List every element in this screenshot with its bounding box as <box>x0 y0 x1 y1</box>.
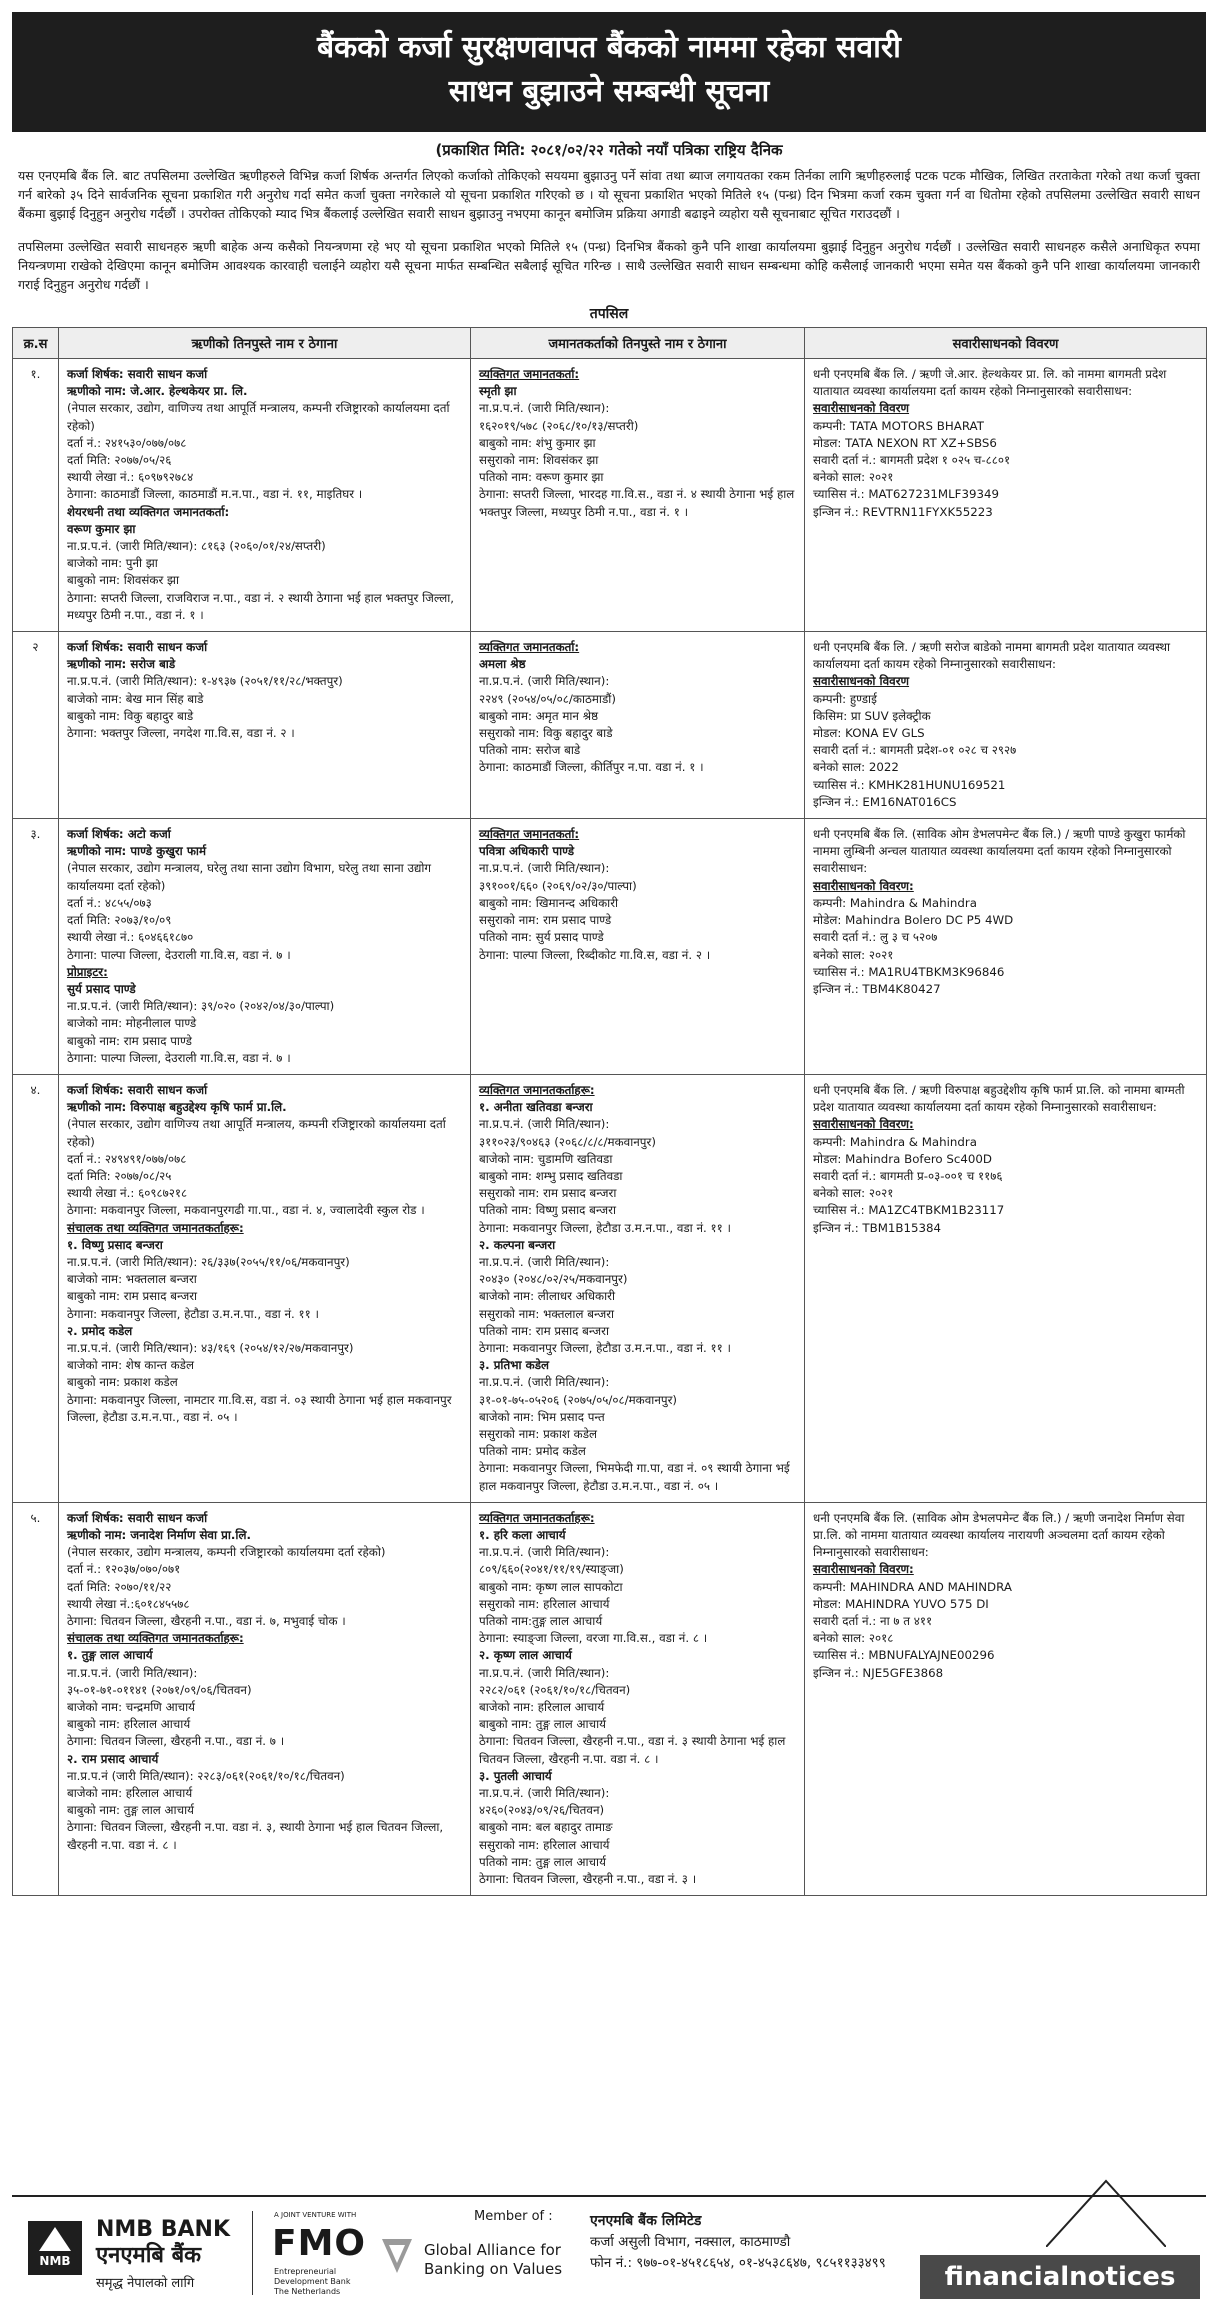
guarantor-cell <box>471 632 805 819</box>
borrower-line: कर्जा शिर्षक: सवारी साधन कर्जा <box>67 367 208 381</box>
guarantor-line: ठेगाना: मकवानपुर जिल्ला, हेटौडा उ.म.न.पा., वडा नं. ११ । <box>479 1340 732 1355</box>
borrower-line: ठेगाना: भक्तपुर जिल्ला, नगदेश गा.वि.स, वडा नं. २ । <box>67 726 295 741</box>
guarantor-line: २०४३० (२०४८/०२/२५/मकवानपुर) <box>479 1272 628 1287</box>
vehicle-line: किसिम: प्रा SUV इलेक्ट्रीक <box>813 708 931 723</box>
borrower-line: बाजेको नाम: भक्तलाल बन्जरा <box>67 1272 197 1287</box>
borrower-line: (नेपाल सरकार, उद्योग मन्त्रालय, कम्पनी रजिष्ट्रारको कार्यालयमा दर्ता रहेको) <box>67 1545 386 1560</box>
guarantor-line: व्यक्तिगत जमानतकर्ता: <box>479 367 580 381</box>
guarantor-line: ससुराको नाम: भक्तलाल बन्जरा <box>479 1306 615 1321</box>
borrower-line: बाबुको नाम: शिवसंकर झा <box>67 573 179 588</box>
serial-cell: २ <box>13 632 59 819</box>
table-row <box>13 632 1207 819</box>
borrower-line: ना.प्र.प.नं. (जारी मिति/स्थान): ८१६३ (२०६०/०१/२४/सप्तरी) <box>67 539 326 554</box>
borrower-line: ऋणीको नाम: पाण्डे कुखुरा फार्म <box>67 844 207 859</box>
guarantor-line: ना.प्र.प.नं. (जारी मिति/स्थान): <box>479 861 610 876</box>
borrower-line: ऋणीको नाम: जे.आर. हेल्थकेयर प्रा. लि. <box>67 384 248 399</box>
serial-cell: ४. <box>13 1074 59 1502</box>
guarantor-line: बाजेको नाम: चुडामणि खतिवडा <box>479 1151 613 1166</box>
guarantor-line: २. कृष्ण लाल आचार्य <box>479 1648 572 1663</box>
vehicle-line: च्यासिस नं.: MBNUFALYAJNE00296 <box>813 1648 995 1663</box>
borrower-line: २. प्रमोद कडेल <box>67 1323 133 1338</box>
vehicle-line: धनी एनएमबि बैंक लि. (साविक ओम डेभलपमेन्ट बैंक लि.) / ऋणी जनादेश निर्माण सेवा प्रा.लि. को नाममा यातायात व्यवस्था कार्यालय नारायणी अञ्चलमा दर्ता कायम रहेको निम्नानुसारको सवारीसाधन: <box>813 1510 1185 1560</box>
table-row <box>13 1074 1207 1502</box>
vehicle-line: धनी एनएमबि बैंक लि. / ऋणी विरुपाक्ष बहुउद्देशीय कृषि फार्म प्रा.लि. को नाममा बाग्मती प्रदेश यातायात व्यवस्था कार्यालयमा दर्ता कायम रहेको निम्नानुसारको सवारीसाधन: <box>813 1082 1185 1115</box>
vehicle-line: कम्पनी: Mahindra & Mahindra <box>813 1134 977 1149</box>
borrower-line: ना.प्र.प.नं. (जारी मिति/स्थान): १-४९३७ (२०५१/११/२८/भक्तपुर) <box>67 674 343 689</box>
guarantor-line: ना.प्र.प.नं. (जारी मिति/स्थान): <box>479 401 610 416</box>
borrower-line: ठेगाना: चितवन जिल्ला, खैरहनी न.पा., वडा नं. ७, मभुवाई चोक । <box>67 1614 346 1629</box>
guarantor-line: व्यक्तिगत जमानतकर्ताहरू: <box>479 1510 595 1525</box>
borrower-line: ना.प्र.प.नं. (जारी मिति/स्थान): ३९/०२० (२०४२/०४/३०/पाल्पा) <box>67 999 335 1014</box>
borrower-line: ठेगाना: मकवानपुर जिल्ला, हेटौडा उ.म.न.पा., वडा नं. ११ । <box>67 1306 320 1321</box>
vehicle-line: इन्जिन नं.: NJE5GFE3868 <box>813 1665 944 1680</box>
guarantor-line: १. अनीता खतिवडा बन्जरा <box>479 1100 593 1115</box>
nmb-tagline: समृद्ध नेपालको लागि <box>96 2276 195 2291</box>
guarantor-line: ठेगाना: मकवानपुर जिल्ला, हेटौडा उ.म.न.पा., वडा नं. ११ । <box>479 1220 732 1235</box>
table-row <box>13 359 1207 632</box>
vehicle-line: मोडल: KONA EV GLS <box>813 726 925 741</box>
vehicle-line: सवारी दर्ता नं.: बागमती प्रदेश-०१ ०२८ च २९२७ <box>813 743 1017 758</box>
guarantor-line: बाजेको नाम: हरिलाल आचार्य <box>479 1700 605 1715</box>
borrower-line: संचालक तथा व्यक्तिगत जमानतकर्ताहरू: <box>67 1631 244 1646</box>
guarantor-line: ३. पुतली आचार्य <box>479 1768 552 1783</box>
vehicle-cell <box>805 359 1207 632</box>
borrower-line: ठेगाना: मकवानपुर जिल्ला, मकवानपुरगढी गा.पा., वडा नं. ४, ज्वालादेवी स्कुल रोड । <box>67 1203 425 1218</box>
serial-cell: ३. <box>13 819 59 1075</box>
borrower-line: ठेगाना: पाल्पा जिल्ला, देउराली गा.वि.स, वडा नं. ७ । <box>67 1050 291 1065</box>
guarantor-line: १. हरि कला आचार्य <box>479 1528 566 1542</box>
borrower-line: कर्जा शिर्षक: सवारी साधन कर्जा <box>67 1082 208 1097</box>
guarantor-line: ना.प्र.प.नं. (जारी मिति/स्थान): <box>479 1117 610 1132</box>
vehicle-line: सवारी दर्ता नं.: बागमती प्र-०३-००१ च ११७६ <box>813 1168 1003 1183</box>
guarantor-line: २२४९ (२०५४/०५/०८/काठमाडौं) <box>479 691 616 706</box>
guarantor-line: ससुराको नाम: हरिलाल आचार्य <box>479 1837 610 1852</box>
borrower-line: दर्ता नं.: २४१५३०/०७७/०७८ <box>67 435 187 450</box>
vehicle-cell <box>805 632 1207 819</box>
vehicle-line: च्यासिस नं.: MA1RU4TBKM3K96846 <box>813 964 1005 979</box>
vehicle-line: इन्जिन नं.: REVTRN11FYXK55223 <box>813 504 993 519</box>
gabv-line1: Global Alliance for <box>424 2241 561 2259</box>
borrower-line: ठेगाना: मकवानपुर जिल्ला, नामटार गा.वि.स, वडा नं. ०३ स्थायी ठेगाना भई हाल मकवानपुर जिल्ला, हेटौडा उ.म.न.पा., वडा नं. ०५ । <box>67 1392 452 1424</box>
borrower-line: कर्जा शिर्षक: सवारी साधन कर्जा <box>67 640 208 655</box>
guarantor-line: ठेगाना: काठमाडौं जिल्ला, कीर्तिपुर न.पा. वडा नं. १ । <box>479 760 704 775</box>
borrower-line: दर्ता नं.: ४८५५/०७३ <box>67 895 152 910</box>
borrower-line: दर्ता मिति: २०७७/०८/२५ <box>67 1168 172 1183</box>
fmo-subtitle: Entrepreneurial Development Bank The Netherlands <box>274 2267 351 2296</box>
header-borrower: ऋणीको तिनपुस्ते नाम र ठेगाना <box>59 328 471 359</box>
guarantor-line: ना.प्र.प.नं. (जारी मिति/स्थान): <box>479 1254 610 1269</box>
borrower-cell <box>59 359 471 632</box>
borrower-line: बाजेको नाम: बेख मान सिंह बाडे <box>67 691 204 706</box>
guarantor-line: ठेगाना: चितवन जिल्ला, खैरहनी न.पा., वडा नं. ३ । <box>479 1872 697 1887</box>
borrower-line: स्थायी लेखा नं.: ६०९८७२१८ <box>67 1186 188 1201</box>
guarantor-line: ससुराको नाम: हरिलाल आचार्य <box>479 1596 610 1611</box>
borrower-line: सुर्य प्रसाद पाण्डे <box>67 981 136 996</box>
vehicle-line: धनी एनएमबि बैंक लि. / ऋणी सरोज बाडेको नाममा बागमती प्रदेश यातायात व्यवस्था कार्यालयमा दर्ता कायम रहेको निम्नानुसारको सवारीसाधन: <box>813 640 1171 672</box>
guarantor-cell <box>471 359 805 632</box>
vehicle-line: धनी एनएमबि बैंक लि. (साविक ओम डेभलपमेन्ट बैंक लि.) / ऋणी पाण्डे कुखुरा फार्मको नाममा लुम्बिनी अन्चल यातायात व्यवस्था कार्यालयमा दर्ता कायम रहेको निम्नानुसारको सवारीसाधन: <box>813 827 1186 876</box>
borrower-line: बाबुको नाम: हरिलाल आचार्य <box>67 1717 191 1732</box>
borrower-line: स्थायी लेखा नं.: ६०९७९२७८४ <box>67 470 194 485</box>
guarantor-line: १६२०१९/५७८ (२०६८/१०/१३/सप्तरी) <box>479 418 639 433</box>
borrower-line: १. तुङ्ग लाल आचार्य <box>67 1648 153 1663</box>
borrower-line: बाबुको नाम: राम प्रसाद पाण्डे <box>67 1033 192 1048</box>
vehicle-line: मोडल: Mahindra Bofero Sc400D <box>813 1151 992 1166</box>
guarantor-line: व्यक्तिगत जमानतकर्ता: <box>479 827 580 842</box>
guarantor-line: व्यक्तिगत जमानतकर्ता: <box>479 640 580 655</box>
borrower-cell <box>59 1074 471 1502</box>
guarantor-line: पतिको नाम: राम प्रसाद बन्जरा <box>479 1323 610 1338</box>
table-row <box>13 819 1207 1075</box>
borrower-line: बाजेको नाम: मोहनीलाल पाण्डे <box>67 1016 197 1031</box>
table-row <box>13 1502 1207 1895</box>
bank-contact <box>590 2211 886 2274</box>
guarantor-line: ससुराको नाम: विकु बहादुर बाडे <box>479 726 613 741</box>
guarantor-line: बाबुको नाम: अमृत मान श्रेष्ठ <box>479 708 599 723</box>
vehicle-line: सवारीसाधनको विवरण: <box>813 1562 914 1577</box>
vehicle-line: सवारी दर्ता नं.: लु ३ च ५२०७ <box>813 930 938 945</box>
vehicle-line: धनी एनएमबि बैंक लि. / ऋणी जे.आर. हेल्थकेयर प्रा. लि. को नाममा बागमती प्रदेश यातायात व्यवस्था कार्यालयमा दर्ता कायम रहेको निम्नानुसारको सवारीसाधन: <box>813 367 1167 399</box>
vehicle-line: सवारीसाधनको विवरण <box>813 401 910 416</box>
gabv-line2: Banking on Values <box>424 2260 563 2278</box>
vehicle-line: च्यासिस नं.: MA1ZC4TBKM1B23117 <box>813 1203 1005 1218</box>
guarantor-line: बाजेको नाम: लीलाधर अधिकारी <box>479 1289 616 1304</box>
nmb-name-np: एनएमबि बैंक <box>96 2243 202 2268</box>
vehicle-line: बनेको साल: २०१८ <box>813 1631 894 1646</box>
vehicle-line: सवारीसाधनको विवरण: <box>813 1117 914 1132</box>
guarantor-line: ना.प्र.प.नं. (जारी मिति/स्थान): <box>479 1375 610 1390</box>
borrower-line: दर्ता मिति: २०७०/११/२२ <box>67 1579 172 1594</box>
guarantor-line: ससुराको नाम: प्रकाश कडेल <box>479 1426 598 1441</box>
guarantor-line: पतिको नाम: प्रमोद कडेल <box>479 1444 586 1459</box>
vehicle-line: मोडल: TATA NEXON RT XZ+SBS6 <box>813 435 997 450</box>
guarantor-line: पतिको नाम: विष्णु प्रसाद बन्जरा <box>479 1203 617 1218</box>
vehicle-line: कम्पनी: TATA MOTORS BHARAT <box>813 418 984 433</box>
borrower-line: दर्ता नं.: १२०३७/०७०/०७१ <box>67 1562 181 1577</box>
guarantor-cell <box>471 1502 805 1895</box>
bank-address: कर्जा असुली विभाग, नक्साल, काठमाण्डौ <box>590 2234 791 2250</box>
header-serial: क्र.स <box>13 328 59 359</box>
borrower-line: वरूण कुमार झा <box>67 521 136 536</box>
guarantor-line: पवित्रा अधिकारी पाण्डे <box>479 844 575 859</box>
borrower-line: बाजेको नाम: हरिलाल आचार्य <box>67 1786 193 1801</box>
guarantor-line: ना.प्र.प.नं. (जारी मिति/स्थान): <box>479 1665 610 1680</box>
guarantor-line: पतिको नाम: वरूण कुमार झा <box>479 470 604 485</box>
schedule-table <box>12 327 1207 1896</box>
borrower-line: (नेपाल सरकार, उद्योग मन्त्रालय, घरेलु तथा साना उद्योग विभाग, घरेलु तथा साना उद्योग कार्यालयमा दर्ता रहेको) <box>67 861 432 893</box>
borrower-line: ३५-०१-७१-०११४१ (२०७१/०९/०६/चितवन) <box>67 1682 252 1697</box>
vehicle-line: इन्जिन नं.: TBM1B15384 <box>813 1220 942 1235</box>
guarantor-line: २२८२/०६१ (२०६१/१०/१८/चितवन) <box>479 1682 631 1697</box>
guarantor-line: ठेगाना: मकवानपुर जिल्ला, भिमफेदी गा.पा, वडा नं. ०९ स्थायी ठेगाना भई हाल मकवानपुर जिल्ला, हेटौडा उ.म.न.पा., वडा नं. ०५ । <box>479 1461 790 1493</box>
notice-title-line1: बैंकको कर्जा सुरक्षणवापत बैंकको नाममा रहेका सवारी <box>317 30 901 65</box>
vehicle-line: सवारी दर्ता नं.: ना ७ त ४११ <box>813 1614 933 1629</box>
borrower-line: (नेपाल सरकार, उद्योग, वाणिज्य तथा आपूर्ति मन्त्रालय, कम्पनी रजिष्ट्रारको कार्यालयमा दर्ता रहेको) <box>67 401 450 433</box>
guarantor-line: ४२६०(२०४३/०९/२६/चितवन) <box>479 1803 605 1818</box>
guarantor-line: व्यक्तिगत जमानतकर्ताहरू: <box>479 1082 595 1097</box>
borrower-cell <box>59 1502 471 1895</box>
guarantor-line: ससुराको नाम: शिवसंकर झा <box>479 453 599 468</box>
guarantor-line: बाजेको नाम: भिम प्रसाद पन्त <box>479 1409 605 1424</box>
fmo-top-text: A JOINT VENTURE WITH <box>274 2211 357 2219</box>
guarantor-line: ना.प्र.प.नं. (जारी मिति/स्थान): <box>479 1786 610 1801</box>
borrower-line: कर्जा शिर्षक: सवारी साधन कर्जा <box>67 1510 208 1525</box>
guarantor-line: स्मृती झा <box>479 384 517 399</box>
vehicle-line: इन्जिन नं.: TBM4K80427 <box>813 981 941 996</box>
table-header-row <box>13 328 1207 359</box>
guarantor-line: ना.प्र.प.नं. (जारी मिति/स्थान): <box>479 674 610 689</box>
guarantor-line: ठेगाना: सप्तरी जिल्ला, भारदह गा.वि.स., वडा नं. ४ स्थायी ठेगाना भई हाल भक्तपुर जिल्ला, मध्यपुर ठिमी न.पा., वडा नं. १ । <box>479 487 795 519</box>
guarantor-line: ३. प्रतिभा कडेल <box>479 1358 550 1373</box>
intro-paragraph-2: तपसिलमा उल्लेखित सवारी साधनहरु ऋणी बाहेक अन्य कसैको नियन्त्रणमा रहे भए यो सूचना प्रकाशित भएको मितिले १५ (पन्ध्र) दिनभित्र बैंकको कुनै पनि शाखा कार्यालयमा बुझाई दिनुहुन अनुरोध गर्दछौं । उल्लेखित सवारी साधनहरु कसैले अनाधिकृत रुपमा नियन्त्रणमा राखेको देखिएमा कानून बमोजिम आवश्यक कारवाही चलाईने व्यहोरा यसै सूचना मार्फत सम्बन्धित सबैलाई सूचित गरिन्छ । साथै उल्लेखित सवारी साधन सम्बन्धमा कोहि कसैलाई जानकारी भएमा समेत यस बैंकको कुनै पनि शाखा कार्यालयमा जानकारी गराई दिनुहुन अनुरोध गर्दछौं । <box>18 239 1200 292</box>
watermark: financialnotices <box>920 2255 1200 2299</box>
guarantor-line: ३९१००१/६६० (२०६९/०२/३०/पाल्पा) <box>479 878 637 893</box>
guarantor-line: बाबुको नाम: खिमानन्द अधिकारी <box>479 895 619 910</box>
gabv-name <box>424 2241 562 2279</box>
vehicle-line: बनेको साल: २०२१ <box>813 947 894 962</box>
borrower-line: प्रोप्राइटर: <box>67 964 108 979</box>
borrower-line: बाबुको नाम: तुङ्ग लाल आचार्य <box>67 1803 194 1818</box>
borrower-line: २. राम प्रसाद आचार्य <box>67 1751 159 1766</box>
guarantor-line: २. कल्पना बन्जरा <box>479 1237 556 1252</box>
guarantor-line: ससुराको नाम: राम प्रसाद बन्जरा <box>479 1186 617 1201</box>
guarantor-cell <box>471 1074 805 1502</box>
footer-divider <box>252 2211 253 2295</box>
guarantor-line: ८०९/६६०(२०४१/११/१९/स्याङ्जा) <box>479 1562 624 1577</box>
guarantor-line: ना.प्र.प.नं. (जारी मिति/स्थान): <box>479 1545 610 1560</box>
nmb-logo-icon: NMB <box>28 2221 82 2275</box>
borrower-line: ना.प्र.प.नं. (जारी मिति/स्थान): २६/३३७(२०५५/११/०६/मकवानपुर) <box>67 1254 350 1269</box>
borrower-line: दर्ता मिति: २०७७/०५/२६ <box>67 453 172 468</box>
borrower-line: ठेगाना: पाल्पा जिल्ला, देउराली गा.वि.स, वडा नं. ७ । <box>67 947 291 962</box>
vehicle-line: च्यासिस नं.: MAT627231MLF39349 <box>813 487 999 502</box>
vehicle-cell <box>805 1074 1207 1502</box>
serial-cell: ५. <box>13 1502 59 1895</box>
vehicle-line: कम्पनी: Mahindra & Mahindra <box>813 895 977 910</box>
table-body <box>13 359 1207 1896</box>
guarantor-line: बाबुको नाम: बल बहादुर तामाङ <box>479 1820 613 1835</box>
vehicle-line: बनेको साल: २०२१ <box>813 1186 894 1201</box>
vehicle-line: मोडल: MAHINDRA YUVO 575 DI <box>813 1596 989 1611</box>
guarantor-line: ३१-०१-७५-०५२०६ (२०७५/०५/०८/मकवानपुर) <box>479 1392 678 1407</box>
borrower-line: स्थायी लेखा नं.:६०१८४५५७८ <box>67 1596 190 1611</box>
borrower-line: ऋणीको नाम: विरुपाक्ष बहुउद्देश्य कृषि फार्म प्रा.लि. <box>67 1100 287 1115</box>
mountain-icon <box>1046 2177 1166 2247</box>
borrower-line: दर्ता नं.: २४९४९१/०७७/०७८ <box>67 1151 187 1166</box>
borrower-line: संचालक तथा व्यक्तिगत जमानतकर्ताहरू: <box>67 1220 244 1235</box>
vehicle-line: सवारीसाधनको विवरण: <box>813 878 914 893</box>
borrower-line: बाजेको नाम: शेष कान्त कडेल <box>67 1358 194 1373</box>
guarantor-cell <box>471 819 805 1075</box>
borrower-line: ना.प्र.प.नं (जारी मिति/स्थान): २२८३/०६१(२०६१/१०/१८/चितवन) <box>67 1768 345 1783</box>
borrower-line: स्थायी लेखा नं.: ६०४६६१८७० <box>67 930 194 945</box>
borrower-line: शेयरधनी तथा व्यक्तिगत जमानतकर्ता: <box>67 504 230 519</box>
vehicle-cell <box>805 1502 1207 1895</box>
borrower-line: बाजेको नाम: चन्द्रमणि आचार्य <box>67 1700 196 1715</box>
publication-date: (प्रकाशित मिति: २०८१/०२/२२ गतेको नयाँ पत्रिका राष्ट्रिय दैनिक <box>435 141 783 159</box>
borrower-line: ठेगाना: चितवन जिल्ला, खैरहनी न.पा. वडा नं. ३, स्थायी ठेगाना भई हाल चितवन जिल्ला, खैरहनी न.पा. वडा नं. ८ । <box>67 1820 444 1852</box>
vehicle-line: बनेको साल: 2022 <box>813 760 899 775</box>
borrower-cell <box>59 819 471 1075</box>
vehicle-line: सवारी दर्ता नं.: बागमती प्रदेश १ ०२५ च-८८०१ <box>813 453 1011 468</box>
vehicle-line: सवारीसाधनको विवरण <box>813 674 910 689</box>
notice-title-line2: साधन बुझाउने सम्बन्धी सूचना <box>448 74 770 109</box>
borrower-line: कर्जा शिर्षक: अटो कर्जा <box>67 827 171 842</box>
guarantor-line: पतिको नाम: तुङ्ग लाल आचार्य <box>479 1854 606 1869</box>
guarantor-line: बाबुको नाम: शम्भु प्रसाद खतिवडा <box>479 1168 623 1183</box>
borrower-line: ठेगाना: काठमाडौं जिल्ला, काठमाडौं म.न.पा., वडा नं. ११, माइतिघर । <box>67 487 363 502</box>
vehicle-line: कम्पनी: MAHINDRA AND MAHINDRA <box>813 1579 1012 1594</box>
vehicle-line: मोडेल: Mahindra Bolero DC P5 4WD <box>813 913 1014 928</box>
notice-banner <box>12 12 1206 132</box>
vehicle-line: कम्पनी: हुण्डाई <box>813 691 877 706</box>
member-of-label: Member of : <box>474 2209 553 2224</box>
gabv-logo-icon <box>380 2235 414 2277</box>
guarantor-line: ठेगाना: चितवन जिल्ला, खैरहनी न.पा., वडा नं. ३ स्थायी ठेगाना भई हाल चितवन जिल्ला, खैरहनी न.पा. वडा नं. ८ । <box>479 1734 786 1766</box>
guarantor-line: पतिको नाम:तुङ्ग लाल आचार्य <box>479 1614 603 1629</box>
header-guarantor: जमानतकर्ताको तिनपुस्ते नाम र ठेगाना <box>471 328 805 359</box>
guarantor-line: ३११०२३/९०४६३ (२०६८/८/८/मकवानपुर) <box>479 1134 656 1149</box>
borrower-line: बाबुको नाम: राम प्रसाद बन्जरा <box>67 1289 198 1304</box>
vehicle-line: बनेको साल: २०२१ <box>813 470 894 485</box>
borrower-line: १. विष्णु प्रसाद बन्जरा <box>67 1237 163 1252</box>
vehicle-cell <box>805 819 1207 1075</box>
bank-name: एनएमबि बैंक लिमिटेड <box>590 2213 702 2229</box>
borrower-line: दर्ता मिति: २०७३/१०/०९ <box>67 913 172 928</box>
guarantor-line: बाबुको नाम: शंभु कुमार झा <box>479 435 596 450</box>
serial-cell: १. <box>13 359 59 632</box>
fmo-logo: FMO <box>272 2223 367 2264</box>
guarantor-line: बाबुको नाम: कृष्ण लाल सापकोटा <box>479 1579 623 1594</box>
guarantor-line: ठेगाना: स्याङ्जा जिल्ला, वरजा गा.वि.स., वडा नं. ८ । <box>479 1631 708 1646</box>
footer <box>12 2195 1206 2307</box>
borrower-line: ऋणीको नाम: सरोज बाडे <box>67 657 176 672</box>
guarantor-line: पतिको नाम: सरोज बाडे <box>479 743 581 758</box>
guarantor-line: ठेगाना: पाल्पा जिल्ला, रिब्दीकोट गा.वि.स, वडा नं. २ । <box>479 947 711 962</box>
guarantor-line: बाबुको नाम: तुङ्ग लाल आचार्य <box>479 1717 606 1732</box>
nmb-bank-name <box>96 2217 230 2269</box>
guarantor-line: पतिको नाम: सुर्य प्रसाद पाण्डे <box>479 930 604 945</box>
vehicle-line: इन्जिन नं.: EM16NAT016CS <box>813 794 957 809</box>
nmb-name-en: NMB BANK <box>96 2217 230 2242</box>
intro-paragraph-1: यस एनएमबि बैंक लि. बाट तपसिलमा उल्लेखित ऋणीहरुले विभिन्न कर्जा शिर्षक अन्तर्गत लिएको कर्जाको तोकिएको सययमा बुझाउनु पर्ने सांवा तथा ब्याज लगायतका रकम तिर्नका लागि ऋणीहरुलाई पटक पटक मौखिक, लिखित तरताकेता गरेको तथा कर्जा चुक्ता गर्न बारेको ३५ दिने सार्वजनिक सूचना प्रकाशित गरी अनुरोध गर्दा समेत कर्जा चुक्ता नगरेकाले यो सूचना प्रकाशित गरिएको छ । यो सूचना प्रकाशित भएको मितिले १५ (पन्ध्र) दिन भित्रमा कर्जा रकम चुक्ता गर्न वा धितोमा रहेको तपसिलमा उल्लेखित सवारी साधन बैंकमा बुझाई दिनुहुन अनुरोध गर्दछौं । उपरोक्त तोकिएको म्याद भित्र बैंकलाई उल्लेखित सवारी साधन बुझाउनु नभएमा कानून बमोजिम प्रक्रिया अगाडी बढाइने व्यहोरा यसै सूचनाबाट सूचित गराउदछौं । <box>18 168 1200 221</box>
header-vehicle: सवारीसाधनको विवरण <box>805 328 1207 359</box>
borrower-line: ना.प्र.प.नं. (जारी मिति/स्थान): <box>67 1665 198 1680</box>
guarantor-line: अमला श्रेष्ठ <box>479 657 526 672</box>
vehicle-line: च्यासिस नं.: KMHK281HUNU169521 <box>813 777 1006 792</box>
borrower-line: ऋणीको नाम: जनादेश निर्माण सेवा प्रा.लि. <box>67 1528 251 1542</box>
borrower-line: (नेपाल सरकार, उद्योग वाणिज्य तथा आपूर्ति मन्त्रालय, कम्पनी रजिष्ट्रारको कार्यालयमा दर्ता रहेको) <box>67 1117 446 1149</box>
borrower-cell <box>59 632 471 819</box>
notice-page <box>12 12 1206 1896</box>
borrower-line: बाबुको नाम: विकु बहादुर बाडे <box>67 708 194 723</box>
guarantor-line: ससुराको नाम: राम प्रसाद पाण्डे <box>479 913 612 928</box>
borrower-line: बाबुको नाम: प्रकाश कडेल <box>67 1375 178 1390</box>
bank-phone: फोन नं.: ९७७-०१-४५१८६५४, ०१-४५३८६४७, ९८५११३३४९९ <box>590 2255 886 2271</box>
borrower-line: ठेगाना: चितवन जिल्ला, खैरहनी न.पा., वडा नं. ७ । <box>67 1734 285 1749</box>
borrower-line: ना.प्र.प.नं. (जारी मिति/स्थान): ४३/१६९ (२०५४/१२/२७/मकवानपुर) <box>67 1340 354 1355</box>
borrower-line: बाजेको नाम: पुनी झा <box>67 556 158 571</box>
borrower-line: ठेगाना: सप्तरी जिल्ला, राजविराज न.पा., वडा नं. २ स्थायी ठेगाना भई हाल भक्तपुर जिल्ला, मध्यपुर ठिमी न.पा., वडा नं. १ । <box>67 590 455 622</box>
schedule-title: तपसिल <box>589 306 629 322</box>
